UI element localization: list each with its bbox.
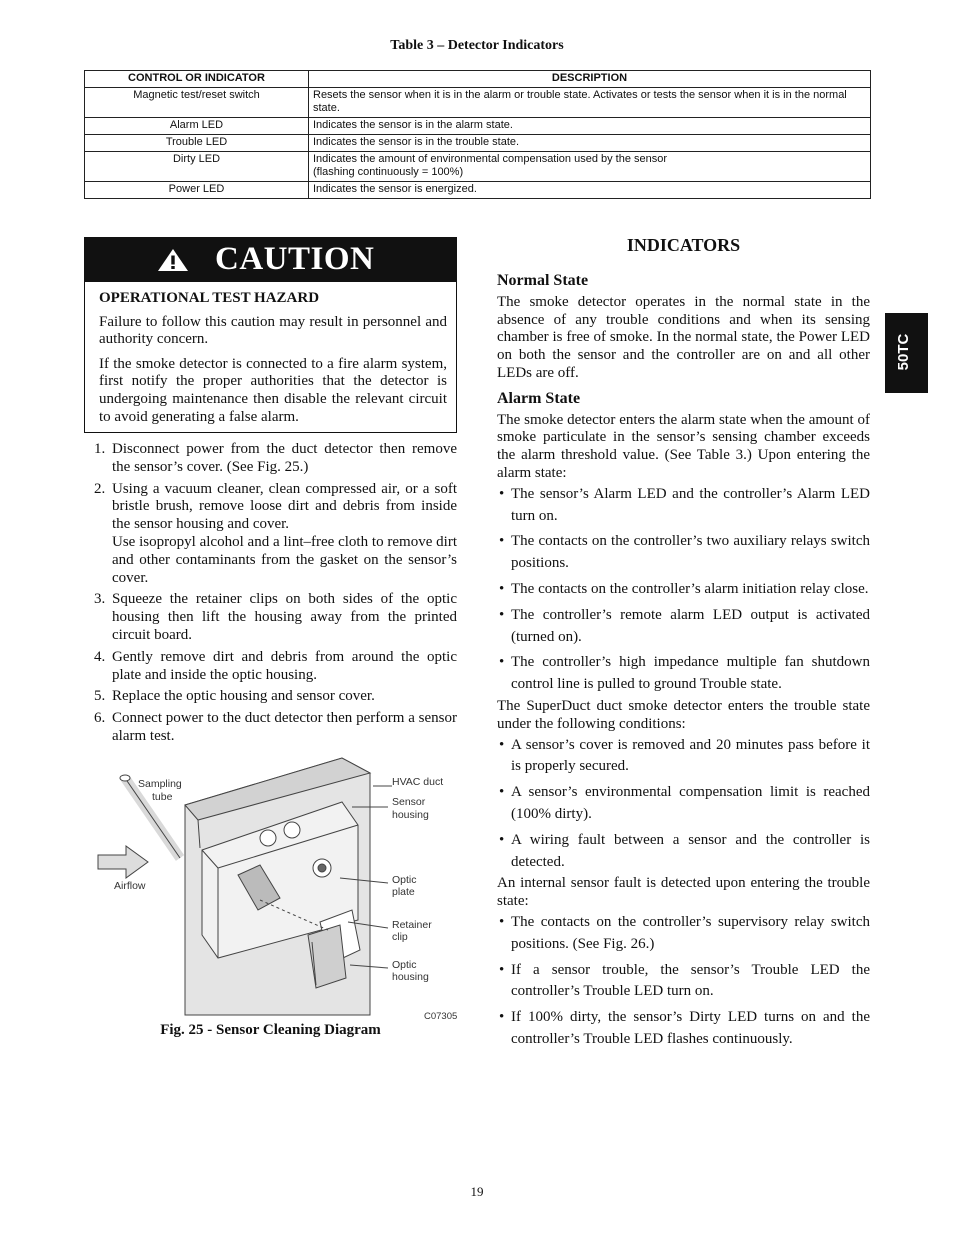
table-row	[85, 118, 871, 135]
right-column	[497, 272, 870, 1051]
label-retainer-clip-2: clip	[392, 931, 408, 943]
table-row	[85, 135, 871, 152]
table-cell-description	[309, 152, 871, 182]
label-optic-housing-2: housing	[392, 971, 429, 983]
step-text: Connect power to the duct detector then perform a sensor alarm test.	[112, 710, 457, 744]
bullet-text: The contacts on the controller’s two auxiliary relays switch positions.	[511, 533, 870, 572]
side-tab	[885, 313, 928, 393]
description-line: Indicates the amount of environmental compensation used by the sensor	[313, 153, 668, 165]
step-text: Gently remove dirt and debris from around the optic plate and inside the optic housing.	[112, 648, 457, 683]
list-item: • The contacts on the controller’s supervisory relay switch positions. (See Fig. 26.)	[499, 913, 870, 952]
column-header-description: DESCRIPTION	[309, 71, 871, 88]
caution-header	[85, 238, 456, 282]
bullet-text: A sensor’s cover is removed and 20 minutes pass before it is properly secured.	[511, 736, 870, 775]
table-cell-description: Indicates the sensor is in the alarm state.	[309, 118, 871, 135]
caution-word: CAUTION	[215, 241, 375, 277]
cleaning-steps-list	[84, 441, 457, 750]
caution-paragraph: If the smoke detector is connected to a fire alarm system, first notify the proper authorities that the detector is undergoing maintenance then disable the relevant circuit to avoid generating a false alarm.	[99, 355, 447, 425]
table-row	[85, 88, 871, 118]
caution-paragraph: Failure to follow this caution may result in personnel and authority concern.	[99, 313, 447, 348]
page-number: 19	[470, 1184, 484, 1199]
step-text: Disconnect power from the duct detector then remove the sensor’s cover. (See Fig. 25.)	[112, 441, 457, 475]
step-text: Replace the optic housing and sensor cover.	[112, 688, 375, 705]
figure-caption: Fig. 25 - Sensor Cleaning Diagram	[160, 1022, 381, 1038]
bullet-text: If 100% dirty, the sensor’s Dirty LED turns on and the controller’s Trouble LED flashes continuously.	[511, 1009, 870, 1047]
table-row	[85, 182, 871, 199]
normal-state-title: Normal State	[497, 272, 589, 289]
label-hvac-duct: HVAC duct	[392, 776, 444, 788]
internal-fault-text: An internal sensor fault is detected upon entering the trouble state:	[497, 875, 870, 910]
caution-heading: OPERATIONAL TEST HAZARD	[99, 290, 320, 306]
list-item: • A sensor’s cover is removed and 20 minutes pass before it is properly secured.	[499, 736, 870, 775]
section-heading-indicators: INDICATORS	[626, 235, 741, 255]
table-cell-control: Dirty LED	[85, 152, 309, 182]
step-number: 3.	[94, 591, 106, 608]
bullet-text: If a sensor trouble, the sensor’s Trouble LED the controller’s Trouble LED turn on.	[511, 961, 870, 1000]
step-text: Use isopropyl alcohol and a lint–free cloth to remove dirt and other contaminants from the gasket on the sensor’s cover.	[112, 533, 457, 586]
detector-indicators-table	[84, 70, 871, 199]
bullet-text: The controller’s remote alarm LED output is activated (turned on).	[511, 606, 870, 645]
trouble-state-text: The SuperDuct duct smoke detector enters the trouble state under the following conditions:	[497, 697, 870, 732]
list-item	[84, 591, 457, 644]
label-sampling-tube-1: Sampling	[138, 778, 182, 790]
step-text: Squeeze the retainer clips on both sides of the optic housing then lift the housing away from the printed circuit board.	[112, 591, 457, 643]
step-number: 1.	[94, 441, 106, 457]
step-number: 6.	[94, 710, 106, 727]
list-item: • The contacts on the controller’s two auxiliary relays switch positions.	[499, 533, 870, 572]
table-cell-description: Indicates the sensor is in the trouble state.	[309, 135, 871, 152]
bullet-text: The contacts on the controller’s alarm initiation relay close.	[511, 580, 869, 597]
label-sampling-tube-2: tube	[152, 791, 173, 803]
list-item: • The controller’s remote alarm LED output is activated (turned on).	[499, 606, 870, 645]
bullet-text: The sensor’s Alarm LED and the controller’s Alarm LED turn on.	[511, 485, 870, 524]
table-cell-control: Alarm LED	[85, 118, 309, 135]
sensor-cleaning-diagram	[90, 750, 460, 1025]
list-item	[84, 481, 457, 588]
label-optic-plate-2: plate	[392, 886, 415, 898]
label-retainer-clip-1: Retainer	[392, 919, 432, 931]
bullet-text: A sensor’s environmental compensation limit is reached (100% dirty).	[511, 784, 870, 822]
column-header-control: CONTROL OR INDICATOR	[85, 71, 309, 88]
list-item	[84, 688, 457, 706]
bullet-text: The contacts on the controller’s supervisory relay switch positions. (See Fig. 26.)	[511, 913, 870, 952]
alarm-state-text: The smoke detector enters the alarm state when the amount of smoke particulate in the sensor’s sensing chamber exceeds the alarm threshold value. (See Table 3.) Upon entering the alarm state:	[497, 411, 870, 481]
side-tab-label: 50TC	[895, 333, 912, 371]
bullet-text: The controller’s high impedance multiple fan shutdown control line is pulled to ground Trouble state.	[511, 654, 870, 693]
label-optic-housing-1: Optic	[392, 959, 417, 971]
description-line: (flashing continuously = 100%)	[313, 166, 464, 178]
alarm-bullet-list	[497, 484, 870, 696]
table-cell-control: Magnetic test/reset switch	[85, 88, 309, 118]
list-item: • If 100% dirty, the sensor’s Dirty LED turns on and the controller’s Trouble LED flashes continuously.	[499, 1009, 870, 1047]
table-header-row	[85, 71, 871, 88]
list-item: • The contacts on the controller’s alarm initiation relay close.	[499, 580, 869, 597]
list-item: • The controller’s high impedance multiple fan shutdown control line is pulled to ground Trouble state.	[499, 654, 870, 693]
list-item: • If a sensor trouble, the sensor’s Trouble LED the controller’s Trouble LED turn on.	[499, 961, 870, 1000]
label-airflow: Airflow	[114, 880, 146, 892]
trouble-bullet-list	[497, 735, 870, 874]
table-cell-control: Power LED	[85, 182, 309, 199]
step-number: 4.	[94, 648, 106, 665]
list-item: • The sensor’s Alarm LED and the controller’s Alarm LED turn on.	[499, 485, 870, 524]
list-item: • A sensor’s environmental compensation limit is reached (100% dirty).	[499, 784, 870, 822]
bullet-text: A wiring fault between a sensor and the controller is detected.	[511, 831, 870, 870]
list-item: • A wiring fault between a sensor and the controller is detected.	[499, 831, 870, 870]
normal-state-text: The smoke detector operates in the normal state in the absence of any trouble conditions and when its sensing chamber is free of smoke. In the normal state, the Power LED on both the sensor and the controller are on and all other LEDs are off.	[497, 293, 870, 381]
label-sensor-housing-2: housing	[392, 809, 429, 821]
table-title: Table 3 – Detector Indicators	[390, 38, 564, 53]
label-sensor-housing-1: Sensor	[392, 796, 426, 808]
caution-body	[99, 290, 447, 433]
table-cell-description: Resets the sensor when it is in the alarm or trouble state. Activates or tests the sensor when it is in the normal state.	[309, 88, 871, 118]
table-row	[85, 152, 871, 182]
caution-box	[84, 237, 457, 433]
list-item	[84, 649, 457, 685]
list-item	[84, 710, 457, 746]
table-cell-description: Indicates the sensor is energized.	[309, 182, 871, 199]
internal-bullet-list	[497, 912, 870, 1051]
table-cell-control: Trouble LED	[85, 135, 309, 152]
step-text: Using a vacuum cleaner, clean compressed air, or a soft bristle brush, remove loose dirt and debris from inside the sensor housing and cover.	[112, 480, 457, 533]
warning-triangle-icon	[157, 248, 189, 272]
label-optic-plate-1: Optic	[392, 874, 417, 886]
step-number: 2.	[94, 480, 106, 497]
alarm-state-title: Alarm State	[497, 389, 581, 407]
list-item	[84, 441, 457, 477]
figure-code: C07305	[424, 1011, 458, 1022]
step-number: 5.	[94, 688, 106, 705]
